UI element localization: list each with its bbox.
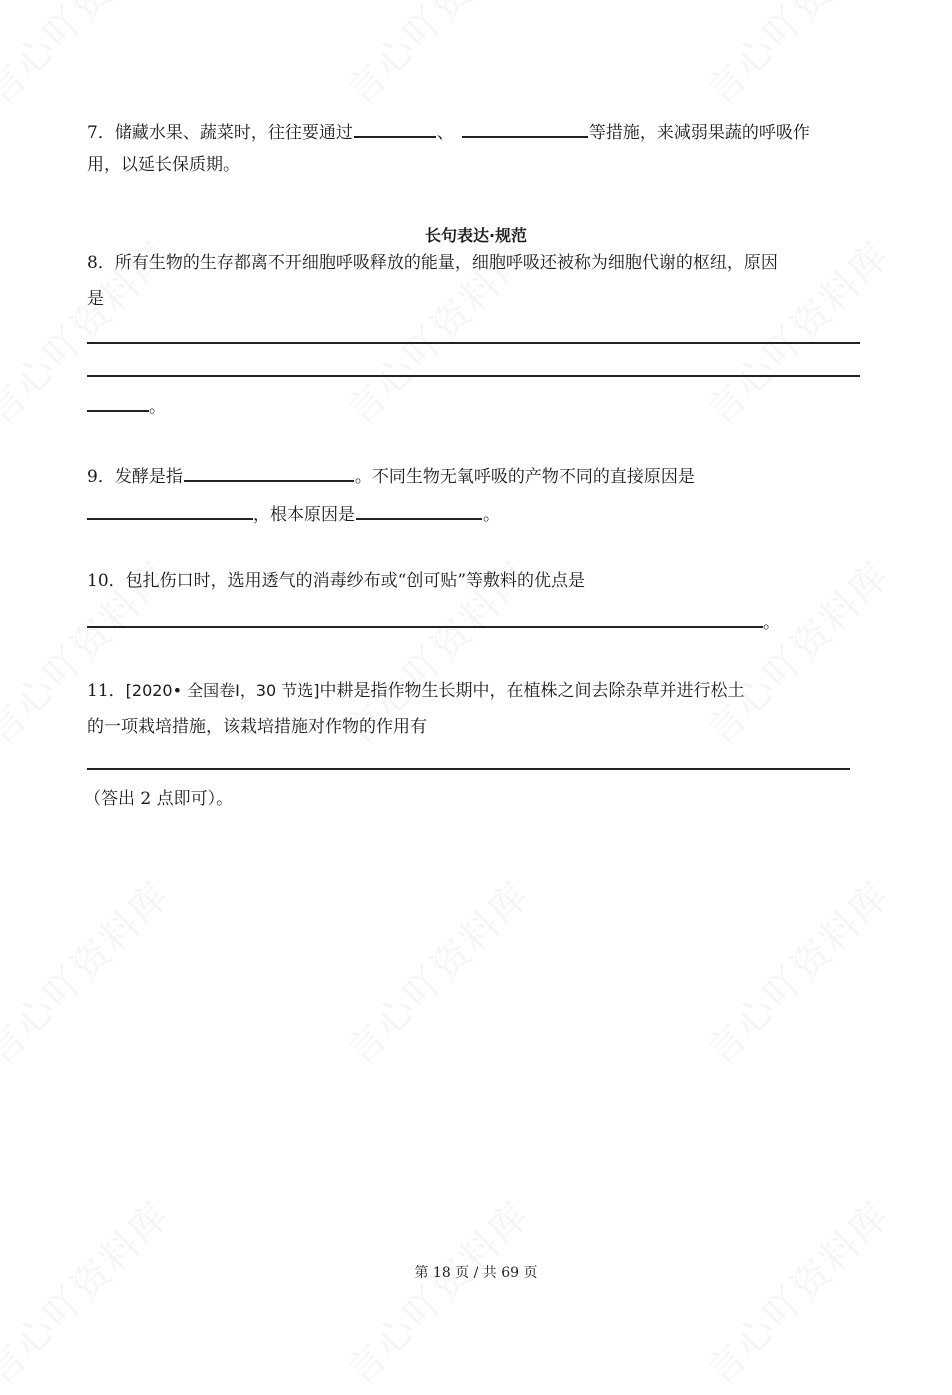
answer-line-1[interactable] — [87, 342, 860, 344]
question-text: 包扎伤口时，选用透气的消毒纱布或“创可贴”等敷料的优点是 — [125, 571, 586, 591]
question-text: ，根本原因是 — [253, 505, 355, 525]
question-number: 7． — [87, 123, 115, 143]
answer-blank-3[interactable] — [87, 392, 149, 412]
separator: 、 — [436, 123, 454, 143]
question-7-line-2: 用，以延长保质期。 — [87, 155, 240, 175]
question-10-line-2 — [87, 608, 780, 634]
question-8-line-1 — [87, 252, 778, 274]
question-text: 发酵是指 — [114, 467, 183, 487]
answer-line-3[interactable] — [87, 768, 850, 770]
answer-blank-direct-cause[interactable] — [87, 500, 253, 520]
answer-line-2[interactable] — [87, 375, 860, 377]
question-text: 所有生物的生存都离不开细胞呼吸释放的能量，细胞呼吸还被称为细胞代谢的枢纽，原因 — [114, 253, 778, 273]
answer-blank-4[interactable] — [87, 608, 763, 628]
question-text: 储藏水果、蔬菜时，往往要通过 — [114, 123, 353, 143]
answer-blank-root-cause[interactable] — [356, 500, 482, 520]
question-source: [2020• 全国卷Ⅰ，30 节选] — [125, 681, 320, 700]
question-8-line-2: 是 — [87, 289, 104, 309]
question-text: 。不同生物无氧呼吸的产物不同的直接原因是 — [354, 467, 695, 487]
period: 。 — [483, 505, 500, 525]
question-7-line-1 — [87, 118, 810, 144]
period: 。 — [763, 613, 780, 633]
question-9-line-2 — [87, 500, 500, 526]
period: 。 — [149, 397, 166, 417]
question-11-note: （答出 2 点即可）。 — [84, 789, 234, 809]
question-number: 10． — [87, 571, 126, 591]
question-10-line-1 — [87, 570, 585, 592]
question-number: 11． — [87, 681, 126, 701]
answer-blank-fermentation[interactable] — [184, 462, 354, 482]
answer-blank-1[interactable] — [354, 118, 436, 138]
question-number: 9． — [87, 467, 115, 487]
question-11-line-2: 的一项栽培措施，该栽培措施对作物的作用有 — [87, 717, 427, 737]
question-8-line-end — [87, 392, 166, 418]
answer-blank-2[interactable] — [462, 118, 588, 138]
question-11-line-1 — [87, 680, 745, 702]
section-title: 长句表达·规范 — [424, 226, 528, 245]
question-9-line-1 — [87, 462, 695, 488]
question-text: 等措施，来减弱果蔬的呼吸作 — [588, 123, 810, 143]
page-number: 第 18 页 / 共 69 页 — [414, 1265, 538, 1281]
question-number: 8． — [87, 253, 115, 273]
question-text: 中耕是指作物生长期中，在植株之间去除杂草并进行松土 — [319, 681, 745, 701]
